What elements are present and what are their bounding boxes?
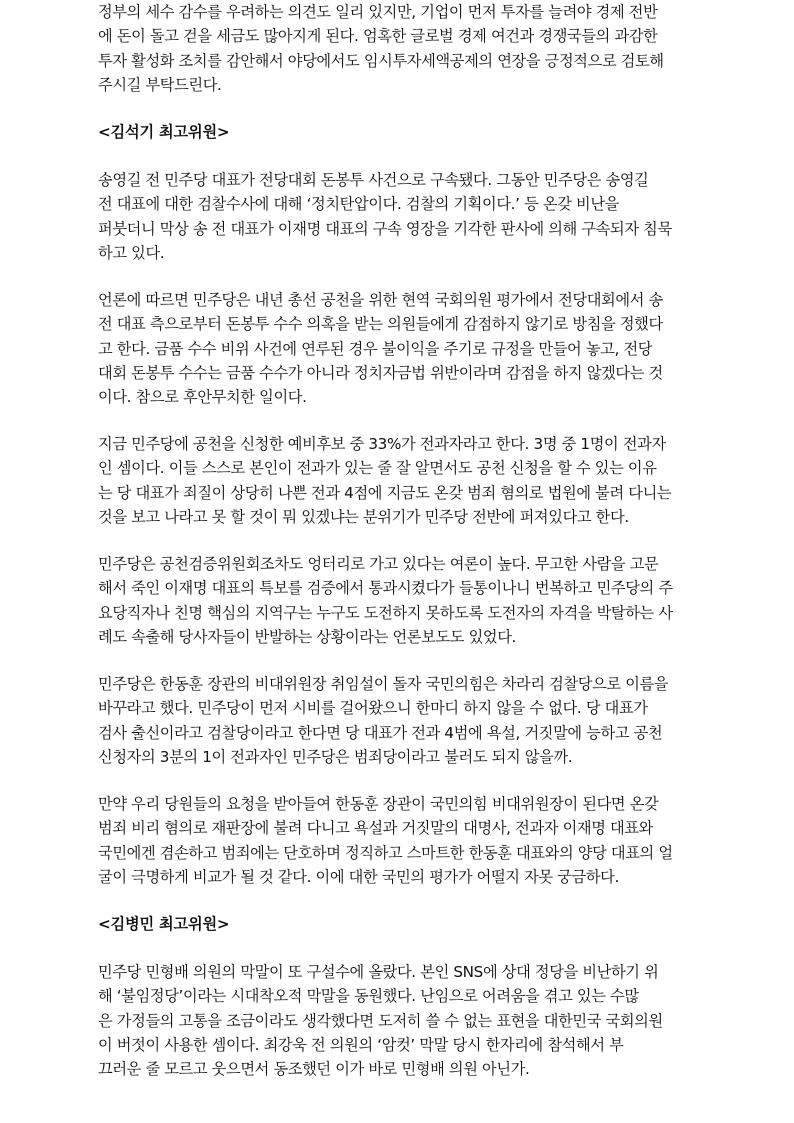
text-line: 은 가정들의 고통을 조금이라도 생각했다면 도저히 쓸 수 없는 표현을 대한민국 국회의원 (98, 1011, 663, 1030)
text-line: 주시길 부탁드린다. (98, 75, 222, 94)
section-heading-kim-seokgi: <김석기 최고위원> (98, 123, 230, 141)
text-line: 언론에 따르면 민주당은 내년 총선 공천을 위한 현역 국회의원 평가에서 전당대회에서 송 (98, 291, 663, 309)
text-line: 는 당 대표가 죄질이 상당히 나쁜 전과 4점에 지금도 온갖 범죄 혐의로 법원에 불려 다니는 (98, 483, 672, 502)
paragraph-comparison (98, 792, 673, 889)
text-line: 하고 있다. (98, 243, 165, 262)
text-line: 퍼붓더니 막상 송 전 대표가 이재명 대표의 구속 영장을 기각한 판사에 의해 구속되자 침묵 (98, 219, 672, 238)
text-line: 국민에겐 겸손하고 범죄에는 단호하며 정직하고 스마트한 한동훈 대표와의 양당 대표의 얼 (98, 843, 673, 862)
paragraph-candidates (98, 432, 671, 529)
text-line: 정부의 세수 감수를 우려하는 의견도 일리 있지만, 기업이 먼저 투자를 늘려야 경제 전반 (98, 3, 658, 21)
section-heading-kim-byungmin: <김병민 최고위원> (98, 915, 230, 933)
text-line: 이 버젓이 사용한 셈이다. 최강욱 전 의원의 ‘암컷’ 막말 당시 한자리에 참석해서 부 (98, 1035, 624, 1054)
text-line: 것을 보고 나라고 못 할 것이 뭐 있겠냐는 분위기가 민주당 전반에 퍼져있다고 한다. (98, 507, 629, 526)
text-line: 요당직자나 친명 핵심의 지역구는 누구도 도전하지 못하도록 도전자의 자격을 박탈하는 사 (98, 603, 673, 622)
text-line: 투자 활성화 조치를 감안해서 야당에서도 임시투자세액공제의 연장을 긍정적으로 검토해 (98, 51, 664, 70)
text-line: 이다. 참으로 후안무치한 일이다. (98, 388, 307, 407)
text-line: 인 셈이다. 이들 스스로 본인이 전과가 있는 줄 잘 알면서도 공천 신청을 할 수 있는 이유 (98, 459, 657, 478)
paragraph-prosecutor-party (98, 672, 668, 769)
text-line: 민주당은 공천검증위원회조차도 엉터리로 가고 있다는 여론이 높다. 무고한 사람을 고문 (98, 555, 659, 573)
text-line: 범죄 비리 혐의로 재판장에 불려 다니고 욕설과 거짓말의 대명사, 전과자 이재명 대표와 (98, 819, 653, 838)
text-line: 민주당은 한동훈 장관의 비대위원장 취임설이 돌자 국민의힘은 차라리 검찰당으로 이름을 (98, 675, 669, 693)
paragraph-song-arrest (98, 168, 672, 265)
text-line: 검사 출신이라고 검찰당이라고 한다면 당 대표가 전과 4범에 욕설, 거짓말에 능하고 공천 (98, 723, 663, 742)
text-line: 전 대표에 대한 검찰수사에 대해 ‘정치탄압이다. 검찰의 기획이다.’ 등 온갖 비난을 (98, 195, 619, 214)
text-line: 지금 민주당에 공천을 신청한 예비후보 중 33%가 전과자라고 한다. 3명 중 1명이 전과자 (98, 435, 666, 453)
paragraph-tax-credit (98, 0, 664, 97)
text-line: 민주당 민형배 의원의 막말이 또 구설수에 올랐다. 본인 SNS에 상대 정당을 비난하기 위 (98, 963, 659, 981)
text-line: 대회 돈봉투 수수는 금품 수수가 아니라 정치자금법 위반이라며 감점을 하지 않겠다는 것 (98, 363, 663, 382)
text-line: 에 돈이 돌고 걷을 세금도 많아지게 된다. 엄혹한 글로벌 경제 여건과 경쟁국들의 과감한 (98, 27, 658, 46)
text-line: 끄러운 줄 모르고 웃으면서 동조했던 이가 바로 민형배 의원 아닌가. (98, 1060, 530, 1079)
text-line: 굴이 극명하게 비교가 될 것 같다. 이에 대한 국민의 평가가 어떨지 자못 궁금하다. (98, 867, 619, 886)
text-line: 바꾸라고 했다. 민주당이 먼저 시비를 걸어왔으니 한마디 하지 않을 수 없다. 당 대표가 (98, 699, 648, 718)
text-line: 해서 죽인 이재명 대표의 특보를 검증에서 통과시켰다가 들통이나니 번복하고 민주당의 주 (98, 579, 673, 598)
text-line: 송영길 전 민주당 대표가 전당대회 돈봉투 사건으로 구속됐다. 그동안 민주당은 송영길 (98, 171, 649, 189)
text-line: 해 ‘불임정당’이라는 시대착오적 막말을 동원했다. 난임으로 어려움을 겪고 있는 수많 (98, 987, 639, 1006)
text-line: 고 한다. 금품 수수 비위 사건에 연루된 경우 불이익을 주기로 규정을 만들어 놓고, 전당 (98, 339, 653, 358)
paragraph-min-hyungbae (98, 960, 663, 1081)
text-line: 만약 우리 당원들의 요청을 받아들여 한동훈 장관이 국민의힘 비대위원장이 된다면 온갖 (98, 795, 659, 813)
text-line: 신청자의 3분의 1이 전과자인 민주당은 범죄당이라고 불러도 되지 않을까. (98, 747, 573, 766)
text-line: 례도 속출해 당사자들이 반발하는 상황이라는 언론보도도 있었다. (98, 627, 517, 646)
text-line: 전 대표 측으로부터 돈봉투 수수 의혹을 받는 의원들에게 감점하지 않기로 방침을 정했다 (98, 315, 663, 334)
paragraph-evaluation (98, 288, 663, 409)
paragraph-verification-committee (98, 552, 673, 649)
